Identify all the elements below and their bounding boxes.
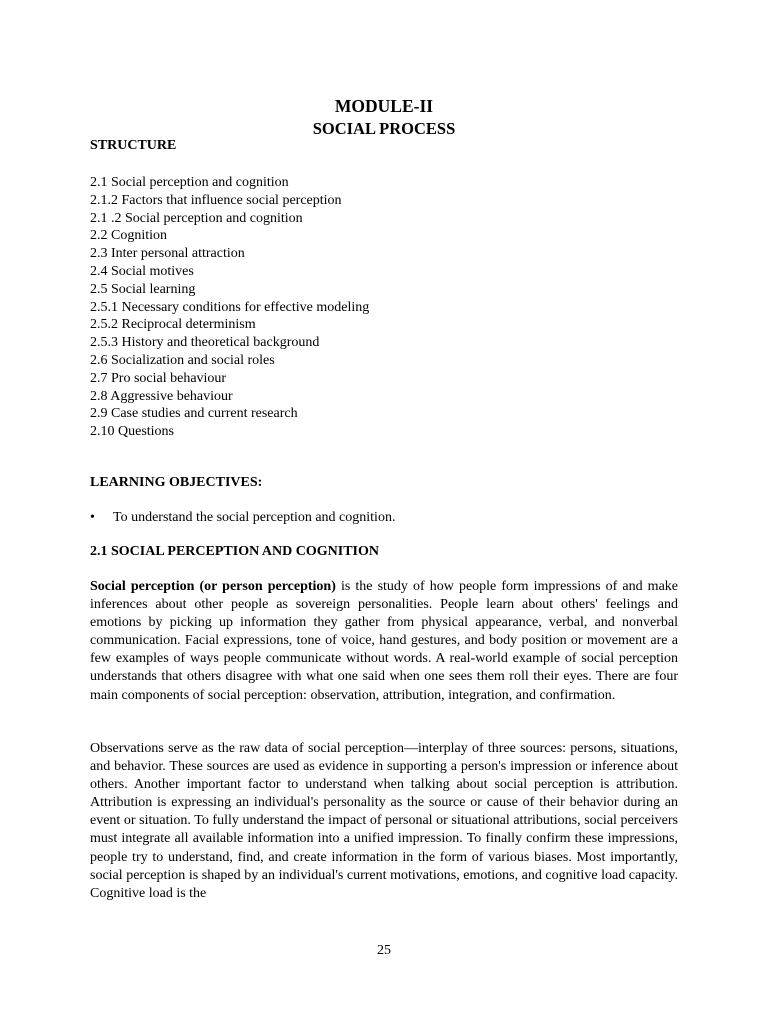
module-subtitle: SOCIAL PROCESS	[312, 119, 456, 138]
section-heading: 2.1 SOCIAL PERCEPTION AND COGNITION	[90, 544, 379, 559]
structure-item: 2.5.3 History and theoretical background	[90, 335, 320, 351]
paragraph-1-lead: Social perception (or person perception)	[90, 579, 336, 594]
structure-item: 2.4 Social motives	[90, 263, 194, 279]
structure-item: 2.9 Case studies and current research	[90, 406, 298, 422]
structure-item: 2.8 Aggressive behaviour	[90, 388, 233, 404]
structure-item: 2.10 Questions	[90, 424, 174, 440]
paragraph-2: Observations serve as the raw data of social perception—interplay of three sources: persons, situations, and behavior. These sources are used as evidence in supporting a person's impression or inference about others. Another important factor to understand when talking about social perception is attribution. Attribution is expressing an individual's personality as the source or cause of their behavior during an event or situation. To fully understand the impact of personal or situational attributions, social perceivers must integrate all available information into a unified impression. To finally confirm these impressions, people try to understand, find, and create information in the form of various biases. Most importantly, social perception is shaped by an individual's current motivations, emotions, and cognitive load capacity. Cognitive load is the	[90, 741, 678, 901]
module-title: MODULE-II	[334, 96, 434, 116]
structure-item: 2.5 Social learning	[90, 281, 196, 297]
structure-item: 2.1 .2 Social perception and cognition	[90, 210, 303, 226]
structure-heading: STRUCTURE	[90, 138, 177, 153]
structure-list	[90, 174, 369, 441]
paragraph-1	[90, 578, 678, 705]
objectives-item-text: To understand the social perception and cognition.	[113, 510, 396, 525]
structure-item: 2.7 Pro social behaviour	[90, 370, 227, 386]
structure-item: 2.1 Social perception and cognition	[90, 175, 289, 190]
structure-item: 2.3 Inter personal attraction	[90, 246, 245, 262]
structure-item: 2.5.1 Necessary conditions for effective modeling	[90, 299, 370, 315]
objectives-heading: LEARNING OBJECTIVES:	[90, 475, 263, 490]
structure-item: 2.6 Socialization and social roles	[90, 352, 275, 368]
bullet-icon: •	[90, 510, 95, 525]
structure-item: 2.5.2 Reciprocal determinism	[90, 317, 256, 333]
page-number: 25	[377, 943, 391, 958]
paragraph-1-body: is the study of how people form impressions of and make inferences about other people as sovereign personalities. People learn about others' feelings and emotions by picking up information they gather from physical appearance, verbal, and nonverbal communication. Facial expressions, tone of voice, hand gestures, and body position or movement are a few examples of ways people communicate without words. A real-world example of social perception understands that others disagree with what one said when one sees them roll their eyes. There are four main components of social perception: observation, attribution, integration, and confirmation.	[90, 579, 678, 703]
structure-item: 2.1.2 Factors that influence social perception	[90, 192, 342, 208]
structure-item: 2.2 Cognition	[90, 228, 168, 244]
